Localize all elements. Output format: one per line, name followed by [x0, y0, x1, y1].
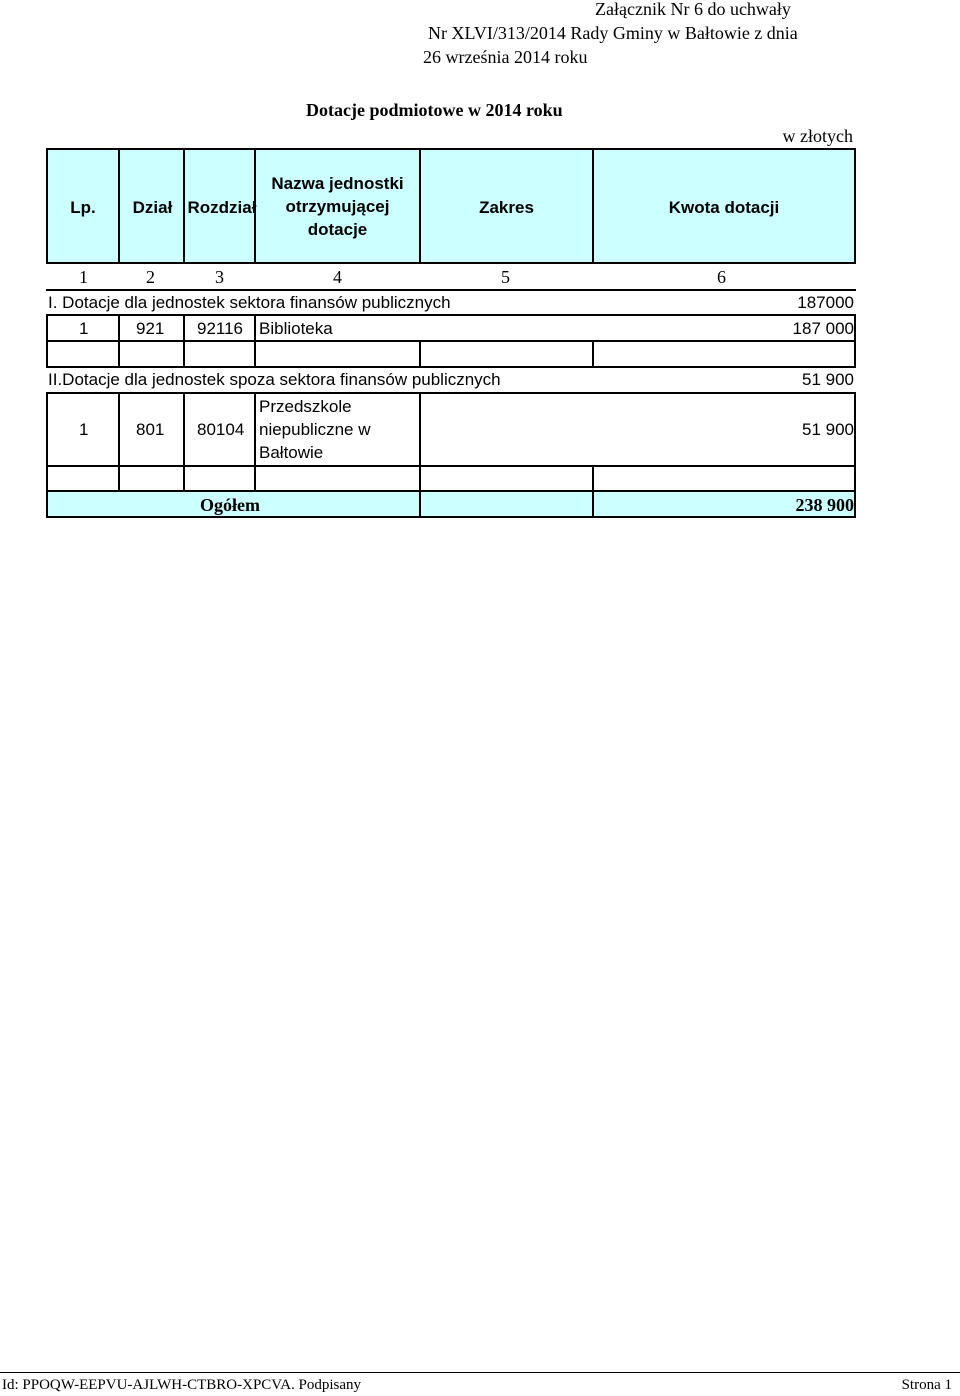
row-nazwa: Biblioteka [259, 319, 333, 338]
row-kwota: 51 900 [802, 420, 854, 439]
row-lp: 1 [79, 420, 89, 439]
col-number-1: 1 [79, 267, 88, 287]
column-header-dzial: Dział [132, 198, 173, 217]
section-1-total: 187000 [797, 293, 854, 312]
resolution-number: Nr XLVI/313/2014 Rady Gminy w Bałtowie z dnia [428, 23, 798, 43]
document-title: Dotacje podmiotowe w 2014 roku [306, 100, 563, 120]
col-number-6: 6 [717, 267, 726, 287]
col-number-4: 4 [333, 267, 342, 287]
column-header-nazwa-line2: otrzymującej [285, 197, 390, 216]
total-row [48, 492, 854, 516]
column-header-nazwa-line1: Nazwa jednostki [271, 174, 404, 193]
resolution-date: 26 września 2014 roku [423, 47, 588, 67]
row-nazwa-line1: Przedszkole [259, 397, 352, 416]
col-number-5: 5 [501, 267, 510, 287]
row-rozdzial: 80104 [197, 420, 245, 439]
footer-page-number: Strona 1 [901, 1377, 952, 1393]
column-header-nazwa [256, 172, 419, 241]
total-label: Ogółem [200, 495, 260, 515]
unit-note: w złotych [782, 126, 853, 146]
row-nazwa-line2: niepubliczne w [259, 420, 371, 439]
total-value: 238 900 [795, 495, 854, 515]
col-number-3: 3 [215, 267, 224, 287]
column-header-lp: Lp. [70, 198, 96, 217]
section-2-label: II.Dotacje dla jednostek spoza sektora finansów publicznych [48, 370, 501, 389]
column-header-zakres: Zakres [479, 198, 534, 217]
row-kwota: 187 000 [792, 319, 854, 338]
section-1-label: I. Dotacje dla jednostek sektora finansów publicznych [48, 293, 451, 312]
footer-document-id: Id: PPOQW-EEPVU-AJLWH-CTBRO-XPCVA. Podpisany [2, 1377, 362, 1393]
row-nazwa-line3: Bałtowie [259, 443, 324, 462]
column-header-nazwa-line3: dotacje [307, 220, 368, 239]
attachment-number: Załącznik Nr 6 do uchwały [595, 0, 791, 19]
row-dzial: 801 [136, 420, 165, 439]
col-number-2: 2 [146, 267, 155, 287]
column-header-rozdzial: Rozdział [187, 198, 257, 217]
section-2-total: 51 900 [802, 370, 854, 389]
row-lp: 1 [79, 319, 89, 338]
footer-divider [0, 1372, 960, 1373]
row-rozdzial: 92116 [197, 319, 244, 338]
column-header-kwota: Kwota dotacji [668, 198, 780, 217]
row-dzial: 921 [136, 319, 165, 338]
